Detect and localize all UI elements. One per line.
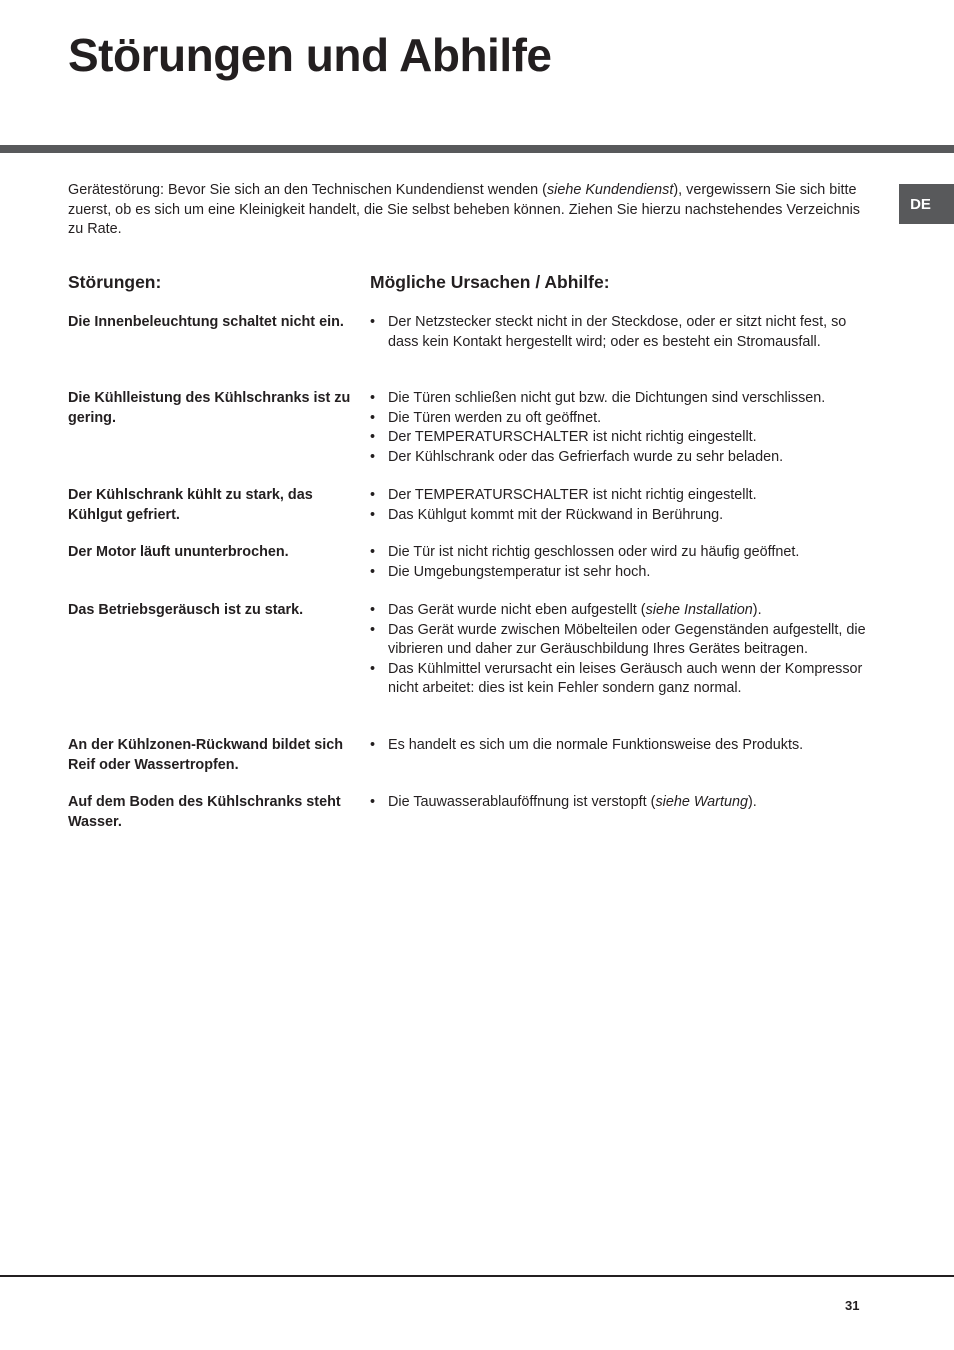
cause-text: Die Tauwasserablauföffnung ist verstopft ( bbox=[388, 794, 656, 810]
cause-list bbox=[370, 601, 870, 699]
intro-text-start: Gerätestörung: Bevor Sie sich an den Technischen Kundendienst wenden ( bbox=[68, 182, 547, 198]
cause-item bbox=[370, 601, 870, 621]
page-title: Störungen und Abhilfe bbox=[68, 29, 552, 81]
problem-label: Der Motor läuft ununterbrochen. bbox=[68, 544, 289, 560]
cause-item: • Das Kühlgut kommt mit der Rückwand in Berührung. bbox=[370, 506, 870, 526]
cause-item: • Der Kühlschrank oder das Gefrierfach wurde zu sehr beladen. bbox=[370, 448, 870, 468]
problem-label: Das Betriebsgeräusch ist zu stark. bbox=[68, 602, 304, 618]
causes-column-header: Mögliche Ursachen / Abhilfe: bbox=[370, 272, 610, 292]
cause-item: • Das Gerät wurde zwischen Möbelteilen oder Gegenständen aufgestellt, die vibrieren und daher zur Geräuschbildung Ihres Gerätes beitragen. bbox=[370, 621, 870, 660]
cause-item: • Das Kühlmittel verursacht ein leises Geräusch auch wenn der Kompressor nicht arbeitet: dies ist kein Fehler sondern ganz normal. bbox=[370, 660, 870, 699]
problem-label: Der Kühlschrank kühlt zu stark, das Kühlgut gefriert. bbox=[68, 487, 313, 523]
intro-reference: siehe Kundendienst bbox=[546, 182, 674, 198]
cause-list bbox=[370, 736, 870, 756]
problem-label: An der Kühlzonen-Rückwand bildet sich Reif oder Wassertropfen. bbox=[68, 737, 344, 773]
cause-item bbox=[370, 793, 870, 813]
intro-text-end: ), vergewissern Sie sich bitte zuerst, ob es sich um eine Kleinigkeit handelt, die Sie selbst beheben können. Ziehen Sie hierzu nachstehendes Verzeichnis zu Rate. bbox=[68, 182, 860, 237]
problem-label: Auf dem Boden des Kühlschranks steht Wasser. bbox=[68, 794, 341, 830]
cause-list bbox=[370, 793, 870, 813]
cause-list bbox=[370, 389, 870, 467]
cause-item: • Die Türen schließen nicht gut bzw. die Dichtungen sind verschlissen. bbox=[370, 389, 870, 409]
language-tab-label: DE bbox=[910, 195, 931, 213]
problems-column-header: Störungen: bbox=[68, 272, 162, 292]
language-tab bbox=[899, 184, 954, 224]
cause-item: • Der TEMPERATURSCHALTER ist nicht richtig eingestellt. bbox=[370, 428, 870, 448]
header-divider bbox=[0, 145, 954, 153]
cause-item: • Der Netzstecker steckt nicht in der Steckdose, oder er sitzt nicht fest, so dass kein Kontakt hergestellt wird; oder es besteht ein Stromausfall. bbox=[370, 313, 870, 352]
cause-text: ). bbox=[752, 602, 762, 618]
cause-item: • Die Tür ist nicht richtig geschlossen oder wird zu häufig geöffnet. bbox=[370, 543, 870, 563]
cause-item: • Die Umgebungstemperatur ist sehr hoch. bbox=[370, 563, 870, 583]
cause-text: Das Gerät wurde nicht eben aufgestellt ( bbox=[388, 602, 646, 618]
problem-label: Die Kühlleistung des Kühlschranks ist zu gering. bbox=[68, 390, 351, 426]
cause-item: • Die Türen werden zu oft geöffnet. bbox=[370, 409, 870, 429]
page-number: 31 bbox=[845, 1298, 860, 1313]
cause-reference: siehe Installation bbox=[645, 602, 753, 618]
intro-paragraph bbox=[68, 181, 868, 240]
cause-item: • Der TEMPERATURSCHALTER ist nicht richtig eingestellt. bbox=[370, 486, 870, 506]
cause-list bbox=[370, 543, 870, 582]
problem-label: Die Innenbeleuchtung schaltet nicht ein. bbox=[68, 314, 344, 330]
footer-divider bbox=[0, 1275, 954, 1277]
cause-reference: siehe Wartung bbox=[655, 794, 748, 810]
cause-item: • Es handelt es sich um die normale Funktionsweise des Produkts. bbox=[370, 736, 870, 756]
cause-text: ). bbox=[747, 794, 757, 810]
cause-list bbox=[370, 486, 870, 525]
cause-list bbox=[370, 313, 870, 352]
